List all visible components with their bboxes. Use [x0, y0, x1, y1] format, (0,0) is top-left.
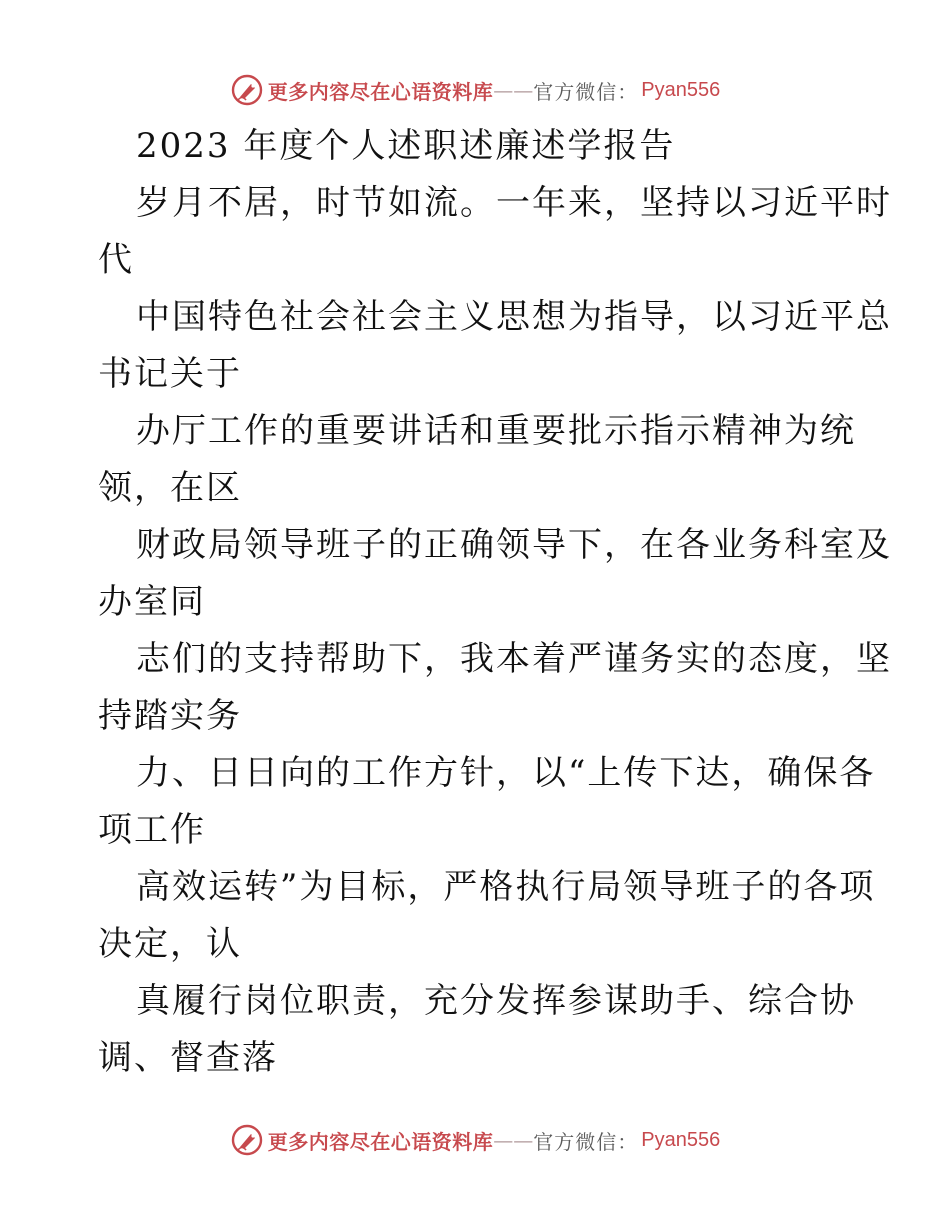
banner-separator: —— — [493, 78, 534, 102]
banner-wechat-id: Pyan556 — [641, 1128, 721, 1151]
document-body — [98, 118, 892, 1087]
paragraph-line: 岁月不居，时节如流。一年来，坚持以习近平时 — [136, 183, 892, 223]
banner-wechat-label: 官方微信 — [533, 79, 618, 104]
banner-text: 更多内容尽在心语资料库 — [267, 79, 494, 104]
header-watermark-banner — [0, 70, 950, 110]
paragraph-line: 力、日日向的工作方针，以“上传下达，确保各 — [136, 753, 876, 793]
paragraph-line: 办室同 — [98, 582, 206, 622]
banner-separator: —— — [493, 1128, 534, 1152]
pen-nib-seal-icon — [230, 1123, 264, 1157]
banner-text: 更多内容尽在心语资料库 — [267, 1129, 494, 1154]
document-title: 2023 年度个人述职述廉述学报告 — [136, 126, 676, 166]
banner-colon: ： — [617, 1129, 638, 1154]
paragraph-line: 办厅工作的重要讲话和重要批示指示精神为统 — [136, 411, 856, 451]
paragraph-line: 调、督查落 — [98, 1038, 278, 1078]
paragraph-line: 代 — [98, 240, 134, 280]
paragraph-line: 决定，认 — [98, 924, 242, 964]
paragraph-line: 高效运转”为目标，严格执行局领导班子的各项 — [136, 867, 876, 907]
paragraph-line: 志们的支持帮助下，我本着严谨务实的态度，坚 — [136, 639, 892, 679]
paragraph-line: 持踏实务 — [98, 696, 242, 736]
banner-colon: ： — [617, 79, 638, 104]
banner-wechat-id: Pyan556 — [641, 78, 721, 101]
paragraph-line: 书记关于 — [98, 354, 242, 394]
paragraph-line: 领，在区 — [98, 468, 242, 508]
paragraph-line: 真履行岗位职责，充分发挥参谋助手、综合协 — [136, 981, 856, 1021]
paragraph-line: 项工作 — [98, 810, 206, 850]
banner-wechat-label: 官方微信 — [533, 1129, 618, 1154]
paragraph-line: 财政局领导班子的正确领导下，在各业务科室及 — [136, 525, 892, 565]
footer-watermark-banner — [0, 1120, 950, 1160]
paragraph-line: 中国特色社会社会主义思想为指导，以习近平总 — [136, 297, 892, 337]
pen-nib-seal-icon — [230, 73, 264, 107]
